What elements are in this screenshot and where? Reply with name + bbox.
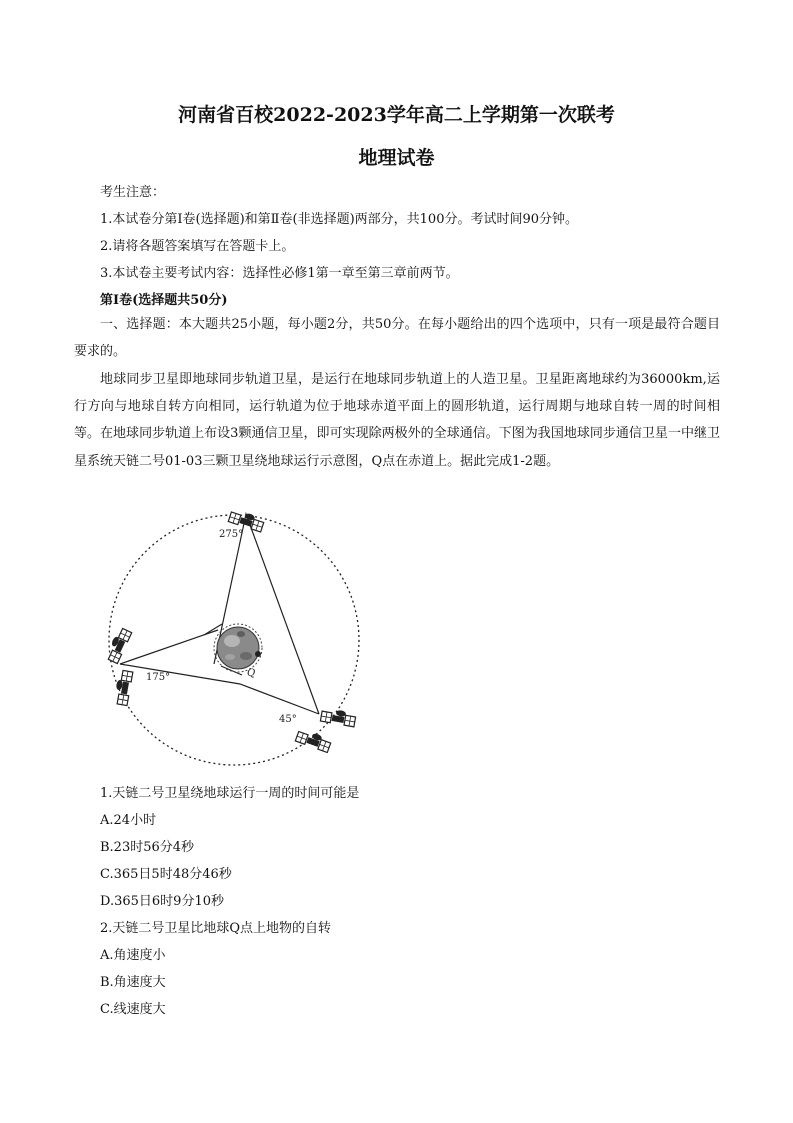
label-45: 45° bbox=[279, 714, 297, 725]
tangent-mark bbox=[204, 624, 222, 635]
label-q: Q bbox=[247, 668, 256, 679]
question-option: A.角速度小 bbox=[100, 948, 166, 963]
orbit-diagram bbox=[100, 506, 370, 776]
q-point-marker bbox=[255, 651, 261, 657]
notice-item: 1.本试卷分第Ⅰ卷(选择题)和第Ⅱ卷(非选择题)两部分，共100分。考试时间90分钟。 bbox=[100, 212, 579, 227]
satellite-175-icon bbox=[113, 670, 133, 706]
section-heading: 第Ⅰ卷(选择题共50分) bbox=[100, 293, 228, 308]
question-option: B.角速度大 bbox=[100, 975, 166, 990]
label-275: 275° bbox=[219, 529, 244, 540]
notice-item: 3.本试卷主要考试内容：选择性必修1第一章至第三章前两节。 bbox=[100, 266, 459, 281]
question-stem: 1.天链二号卫星绕地球运行一周的时间可能是 bbox=[100, 786, 360, 801]
instructions: 一、选择题：本大题共25小题，每小题2分，共50分。在每小题给出的四个选项中，只有一项是最符合题目要求的。 bbox=[74, 317, 720, 360]
passage: 地球同步卫星即地球同步轨道卫星，是运行在地球同步轨道上的人造卫星。卫星距离地球约为36000km,运行方向与地球自转方向相同，运行轨道为位于地球赤道平面上的圆形轨道，运行周期与地球自转一周的时间相等。在地球同步轨道上布设3颗通信卫星，即可实现除两极外的全球通信。下图为我国地球同步通信卫星一中继卫星系统天链二号01-03三颗卫星绕地球运行示意图，Q点在赤道上。据此完成1-2题。 bbox=[74, 372, 720, 469]
question-stem: 2.天链二号卫星比地球Q点上地物的自转 bbox=[100, 921, 332, 936]
question-option: C.线速度大 bbox=[100, 1002, 166, 1017]
notice-heading: 考生注意： bbox=[100, 185, 166, 200]
question-option: B.23时56分4秒 bbox=[100, 840, 195, 855]
question-option: C.365日5时48分46秒 bbox=[100, 867, 232, 882]
coverage-line-left bbox=[120, 630, 218, 664]
exam-subtitle: 地理试卷 bbox=[358, 147, 435, 169]
satellite-45-icon bbox=[295, 728, 332, 753]
question-option: A.24小时 bbox=[100, 813, 157, 828]
label-175: 175° bbox=[146, 672, 171, 683]
notice-item: 2.请将各题答案填写在答题卡上。 bbox=[100, 239, 295, 254]
coverage-line-top bbox=[214, 514, 319, 714]
satellite-45-icon bbox=[320, 707, 356, 727]
satellite-orbit-figure bbox=[100, 506, 370, 776]
exam-title: 河南省百校2022-2023学年高二上学期第一次联考 bbox=[178, 104, 615, 126]
question-option: D.365日6时9分10秒 bbox=[100, 894, 224, 909]
